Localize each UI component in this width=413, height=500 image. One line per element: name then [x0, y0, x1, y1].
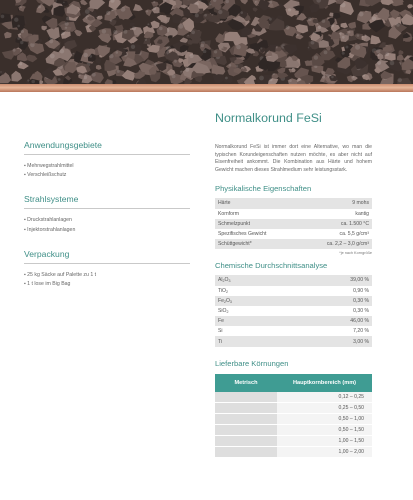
table-row — [215, 286, 372, 296]
grit-highlight — [311, 41, 315, 45]
range-cell: 1,00 – 2,00 — [277, 447, 372, 458]
grit-highlight — [398, 78, 402, 82]
range-cell: 0,25 – 0,50 — [277, 403, 372, 414]
formula-text: O — [225, 297, 230, 304]
formula-text: Fe — [218, 297, 224, 304]
grit-highlight — [153, 1, 155, 3]
grit-particle — [46, 27, 60, 39]
grit-highlight — [308, 47, 310, 49]
grit-highlight — [174, 60, 177, 63]
list-item: ▪ 25 kg Säcke auf Palette zu 1 t — [24, 271, 190, 280]
metric-cell — [215, 403, 277, 414]
left-column — [24, 140, 190, 303]
grit-highlight — [225, 77, 228, 80]
row-value: 46,00 % — [285, 316, 372, 326]
physical-heading: Physikalische Eigenschaften — [215, 184, 312, 194]
grit-highlight — [147, 23, 149, 25]
formula-text: Fe — [218, 318, 224, 325]
row-label: Schmelzpunkt — [215, 219, 298, 229]
metric-cell — [215, 392, 277, 403]
compound-formula — [215, 306, 285, 316]
table-row — [215, 414, 372, 425]
table-row — [215, 306, 372, 316]
grit-highlight — [342, 52, 345, 55]
grit-texture — [0, 0, 413, 84]
grit-highlight — [372, 16, 376, 20]
right-column — [215, 111, 372, 458]
grit-highlight — [242, 67, 244, 69]
table-row — [215, 425, 372, 436]
compound-formula — [215, 296, 285, 306]
footnote: *je nach Korngröße — [339, 251, 372, 256]
grit-particle — [341, 23, 348, 28]
section-anwendungsgebiete — [24, 140, 190, 180]
metric-cell — [215, 447, 277, 458]
grit-highlight — [292, 68, 294, 70]
grit-particle — [370, 35, 381, 44]
grit-highlight — [276, 47, 278, 49]
grit-highlight — [308, 17, 312, 21]
grit-highlight — [385, 52, 389, 56]
grit-highlight — [185, 68, 189, 72]
grit-highlight — [0, 71, 2, 73]
metric-cell — [215, 425, 277, 436]
range-cell: 0,50 – 1,00 — [277, 414, 372, 425]
grit-highlight — [331, 24, 334, 27]
compound-formula — [215, 316, 285, 326]
list-item: ▪ Mehrwegstrahlmittel — [24, 162, 190, 171]
section-title: Verpackung — [24, 249, 190, 264]
list-item: ▪ 1 t lose im Big Bag — [24, 280, 190, 289]
grit-particle — [41, 67, 55, 80]
formula-text: Ti — [218, 338, 223, 345]
grit-highlight — [377, 61, 381, 65]
table-row — [215, 316, 372, 326]
grit-highlight — [359, 12, 364, 17]
table-header-row — [215, 374, 372, 392]
formula-text: Si — [218, 328, 223, 335]
grit-highlight — [117, 70, 120, 73]
grit-highlight — [17, 25, 20, 28]
grit-highlight — [27, 79, 29, 81]
col-range-header: Hauptkornbereich (mm) — [277, 374, 372, 392]
grit-highlight — [229, 64, 232, 67]
grains-table — [215, 374, 372, 459]
grit-highlight — [170, 49, 172, 51]
table-row — [215, 436, 372, 447]
grit-particle — [27, 55, 38, 63]
table-row — [215, 229, 372, 239]
grit-highlight — [355, 45, 360, 50]
row-value: 9 mohs — [298, 198, 372, 208]
grit-highlight — [21, 30, 24, 33]
grit-highlight — [50, 54, 55, 59]
grit-particle — [239, 0, 248, 4]
formula-subscript: 2 — [226, 309, 229, 314]
grit-particle — [397, 54, 404, 61]
grit-highlight — [159, 27, 163, 31]
range-cell: 0,12 – 0,25 — [277, 392, 372, 403]
grit-particle — [134, 71, 145, 79]
grit-highlight — [146, 10, 148, 12]
grit-particle — [41, 26, 47, 31]
grit-particle — [89, 0, 105, 9]
col-metric-header: Metrisch — [215, 374, 277, 392]
grit-highlight — [288, 8, 291, 11]
grit-highlight — [390, 61, 395, 66]
grit-highlight — [73, 53, 75, 55]
page-title: Normalkorund FeSi — [215, 111, 322, 125]
grit-highlight — [106, 11, 110, 15]
grit-highlight — [13, 49, 16, 52]
grit-particle — [4, 32, 12, 39]
grit-highlight — [322, 19, 326, 23]
grit-highlight — [60, 49, 65, 54]
grit-highlight — [345, 46, 348, 49]
metric-cell — [215, 436, 277, 447]
grit-highlight — [131, 45, 135, 49]
list-item: ▪ Injektorstrahlanlagen — [24, 226, 190, 235]
chemical-heading: Chemische Durchschnittsanalyse — [215, 261, 328, 271]
grit-highlight — [255, 1, 257, 3]
grit-particle — [80, 0, 88, 5]
grit-highlight — [201, 44, 205, 48]
list-item: ▪ Druckstrahlanlagen — [24, 216, 190, 225]
grit-highlight — [1, 15, 5, 19]
formula-subscript: 2 — [226, 289, 229, 294]
formula-text: SiO — [218, 307, 227, 314]
grit-highlight — [286, 25, 290, 29]
table-row — [215, 275, 372, 285]
grit-highlight — [377, 54, 379, 56]
grit-particle — [74, 30, 82, 37]
grit-highlight — [31, 80, 35, 84]
grit-highlight — [180, 71, 182, 73]
grit-particle — [378, 42, 386, 48]
grit-highlight — [38, 5, 41, 8]
grit-highlight — [204, 14, 207, 17]
grit-highlight — [269, 78, 272, 81]
chemical-table — [215, 275, 372, 346]
grit-particle — [309, 3, 319, 13]
row-value: ca. 2,2 – 3,0 g/cm³ — [298, 239, 372, 249]
table-row — [215, 326, 372, 336]
grit-highlight — [116, 51, 119, 54]
grit-particle — [96, 58, 101, 64]
section-title: Anwendungsgebiete — [24, 140, 190, 155]
intro-text: Normalkorund FeSi ist immer dort eine Alternative, wo man die typischen Korundeigenschaften nutzen möchte, es aber nicht auf Eisenfreiheit ankommt. Die Kombination aus Härte und hohem Gewicht machen dieses Strahlmedium sehr leistungsstark. — [215, 144, 372, 173]
grit-highlight — [203, 50, 207, 54]
section-strahlsysteme — [24, 194, 190, 234]
grit-particle — [17, 61, 29, 69]
grit-particle — [223, 75, 233, 83]
row-value: 0,30 % — [285, 296, 372, 306]
grit-highlight — [61, 32, 64, 35]
hero-image — [0, 0, 413, 84]
row-value: 39,00 % — [285, 275, 372, 285]
grit-highlight — [191, 30, 195, 34]
compound-formula — [215, 275, 285, 285]
grit-particle — [27, 42, 44, 54]
grit-highlight — [353, 76, 355, 78]
list-item: ▪ Verschleißschutz — [24, 171, 190, 180]
row-label: Kornform — [215, 209, 298, 219]
range-cell: 0,50 – 1,50 — [277, 425, 372, 436]
grit-particle — [145, 9, 152, 16]
row-value: 0,30 % — [285, 306, 372, 316]
grit-highlight — [267, 52, 269, 54]
grit-highlight — [102, 29, 106, 33]
grit-highlight — [20, 6, 22, 8]
range-cell: 1,00 – 1,50 — [277, 436, 372, 447]
physical-table — [215, 198, 372, 249]
formula-subscript: 3 — [229, 299, 232, 304]
formula-subscript: 3 — [228, 279, 231, 284]
grit-highlight — [65, 22, 69, 26]
grit-highlight — [396, 23, 399, 26]
grit-highlight — [132, 26, 136, 30]
grit-highlight — [289, 79, 292, 82]
row-label: Spezifisches Gewicht — [215, 229, 298, 239]
table-row — [215, 403, 372, 414]
grit-highlight — [273, 73, 275, 75]
grit-highlight — [20, 41, 23, 44]
formula-text: TiO — [218, 287, 227, 294]
grit-highlight — [63, 2, 65, 4]
compound-formula — [215, 326, 285, 336]
grit-highlight — [324, 51, 328, 55]
grit-highlight — [14, 18, 18, 22]
grit-highlight — [357, 34, 360, 37]
grit-highlight — [123, 30, 127, 34]
grit-highlight — [189, 54, 193, 58]
grit-highlight — [187, 35, 189, 37]
table-row — [215, 296, 372, 306]
grit-highlight — [145, 39, 147, 41]
item-list — [24, 162, 190, 180]
grit-highlight — [139, 70, 141, 72]
table-row — [215, 209, 372, 219]
item-list — [24, 216, 190, 234]
grit-highlight — [289, 69, 291, 71]
grit-highlight — [240, 11, 243, 14]
row-label: Schüttgewicht* — [215, 239, 298, 249]
grit-particle — [195, 76, 203, 82]
item-list — [24, 271, 190, 289]
grit-particle — [130, 22, 135, 26]
row-value: kantig — [298, 209, 372, 219]
grains-heading: Lieferbare Körnungen — [215, 358, 289, 368]
grit-particle — [143, 38, 150, 45]
section-title: Strahlsysteme — [24, 194, 190, 209]
grit-highlight — [65, 27, 67, 29]
grit-highlight — [179, 24, 184, 29]
table-row — [215, 198, 372, 208]
grit-particle — [291, 68, 295, 73]
grit-highlight — [236, 45, 241, 50]
grit-highlight — [153, 7, 156, 10]
grit-highlight — [260, 47, 262, 49]
grit-highlight — [89, 55, 92, 58]
row-label: Härte — [215, 198, 298, 208]
compound-formula — [215, 336, 285, 346]
row-value: ca. 5,5 g/cm³ — [298, 229, 372, 239]
table-row — [215, 392, 372, 403]
formula-text: O — [224, 277, 229, 284]
grit-highlight — [222, 47, 224, 49]
grit-highlight — [314, 55, 318, 59]
grit-particle — [2, 50, 14, 60]
grit-highlight — [376, 49, 380, 53]
grit-highlight — [113, 30, 117, 34]
grit-highlight — [331, 76, 334, 79]
grit-particle — [399, 50, 404, 55]
grit-highlight — [362, 36, 364, 38]
grit-highlight — [318, 26, 321, 29]
grit-highlight — [363, 74, 365, 76]
grit-highlight — [98, 16, 100, 18]
grit-highlight — [121, 7, 126, 12]
grit-particle — [11, 71, 22, 82]
grit-highlight — [218, 10, 222, 14]
grit-particle — [253, 7, 258, 11]
grit-highlight — [348, 31, 350, 33]
grit-highlight — [296, 34, 298, 36]
row-value: 7,20 % — [285, 326, 372, 336]
grit-particle — [96, 65, 102, 70]
row-value: 3,00 % — [285, 336, 372, 346]
table-row — [215, 239, 372, 249]
metric-cell — [215, 414, 277, 425]
table-row — [215, 219, 372, 229]
grit-particle — [284, 26, 297, 36]
copper-band — [0, 84, 413, 92]
row-value: ca. 1.500 °C — [298, 219, 372, 229]
grit-particle — [133, 4, 143, 11]
formula-subscript: 2 — [222, 279, 225, 284]
table-row — [215, 336, 372, 346]
grit-highlight — [259, 76, 264, 81]
row-value: 0,90 % — [285, 286, 372, 296]
grit-highlight — [109, 54, 113, 58]
grit-particle — [277, 68, 285, 74]
grit-highlight — [269, 18, 272, 21]
grit-particle — [407, 4, 413, 8]
grit-highlight — [49, 39, 53, 43]
grit-highlight — [110, 20, 112, 22]
grit-highlight — [92, 73, 96, 77]
grit-highlight — [195, 13, 199, 17]
compound-formula — [215, 286, 285, 296]
grit-highlight — [214, 50, 217, 53]
formula-text: Al — [218, 277, 223, 284]
section-verpackung — [24, 249, 190, 289]
grit-highlight — [84, 53, 88, 57]
grit-highlight — [342, 36, 345, 39]
table-row — [215, 447, 372, 458]
grit-highlight — [58, 78, 61, 81]
formula-subscript: 2 — [223, 299, 226, 304]
grit-highlight — [19, 62, 22, 65]
